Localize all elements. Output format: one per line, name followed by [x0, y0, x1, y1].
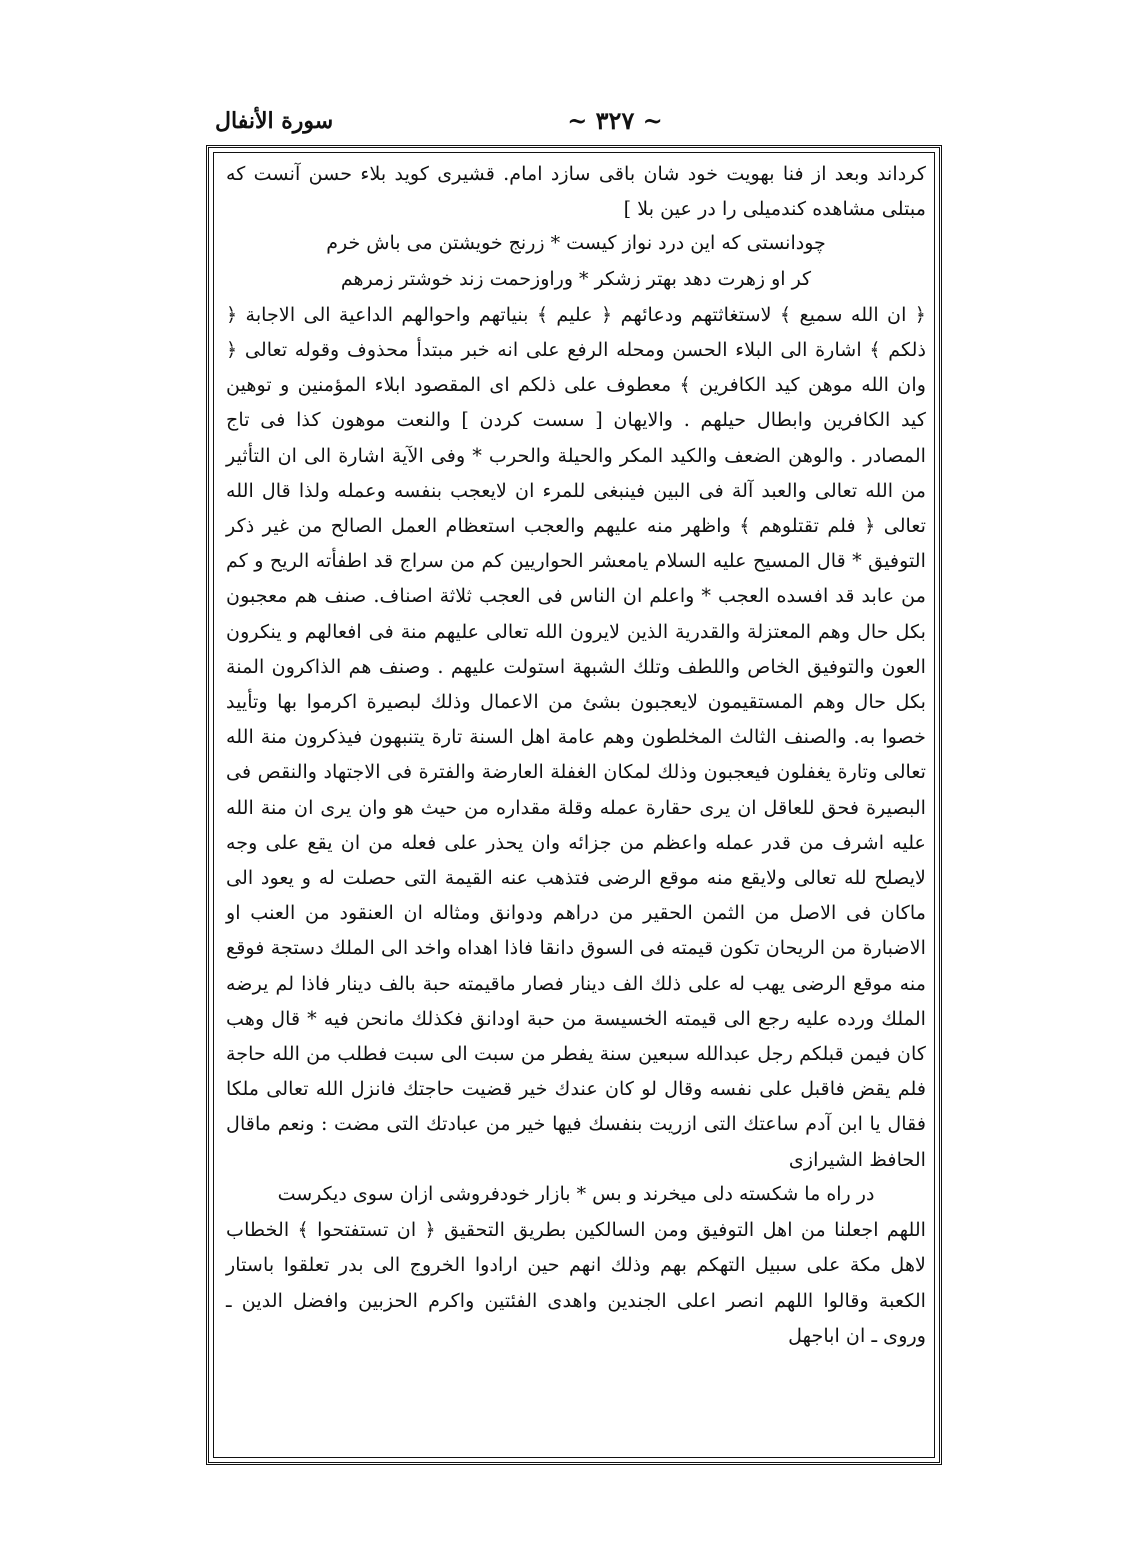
page-body — [226, 156, 926, 1353]
paragraph-1: كرداند وبعد از فنا بهويت خود شان باقى سازد امام. قشيرى كويد بلاء حسن آنست كه مبتلى مشاهده كندميلى را در عين بلا ] — [226, 162, 926, 221]
surah-title: سورة الأنفال — [215, 108, 334, 134]
persian-verse-2: كر او زهرت دهد بهتر زشكر * وراوزحمت زند خوشتر زمرهم — [340, 267, 812, 290]
persian-verse-3: در راه ما شكسته دلى ميخرند و بس * بازار خودفروشى ازان سوى ديكرست — [277, 1182, 875, 1205]
paragraph-3: اللهم اجعلنا من اهل التوفيق ومن السالكين بطريق التحقيق ﴿ ان تستفتحوا ﴾ الخطاب لاهل مكة على سبيل التهكم بهم وذلك انهم حين ارادوا الخروج الى بدر تعلقوا باستار الكعبة وقالوا اللهم انصر اعلى الجندين واهدى الفئتين واكرم الحزبين وافضل الدين ـ وروى ـ ان اباجهل — [226, 1218, 926, 1347]
page-number: ~ ٣٢٧ ~ — [567, 106, 663, 135]
page-header — [215, 104, 935, 144]
persian-verse-1: چودانستى كه اين درد نواز كيست * زرنج خويشتن مى باش خرم — [326, 232, 826, 255]
paragraph-2: ﴿ ان الله سميع ﴾ لاستغاثتهم ودعائهم ﴿ عليم ﴾ بنياتهم واحوالهم الداعية الى الاجابة ﴿ ذلكم ﴾ اشارة الى البلاء الحسن ومحله الرفع على انه خبر مبتدأ محذوف وقوله تعالى ﴿ وان الله موهن كيد الكافرين ﴾ معطوف على ذلكم اى المقصود ابلاء المؤمنين و توهين كيد الكافرين وابطال حيلهم . والايهان [ سست كردن ] والنعت موهون كذا فى تاج المصادر . والوهن الضعف والكيد المكر والحيلة والحرب * وفى الآية اشارة الى ان التأثير من الله تعالى والعبد آلة فى البين فينبغى للمرء ان لايعجب بنفسه وعمله ولذا قال الله تعالى ﴿ فلم تقتلوهم ﴾ واظهر منه عليهم والعجب استعظام العمل الصالح من غير ذكر التوفيق * قال المسيح عليه السلام يامعشر الحواريين كم من سراج قد اطفأته الريح و كم من عابد قد افسده العجب * واعلم ان الناس فى العجب ثلاثة اصناف. صنف هم معجبون بكل حال وهم المعتزلة والقدرية الذين لايرون الله تعالى عليهم منة فى افعالهم و ينكرون العون والتوفيق الخاص واللطف وتلك الشبهة استولت عليهم . وصنف هم الذاكرون المنة بكل حال وهم المستقيمون لايعجبون بشئ من الاعمال وذلك لبصيرة اكرموا بها وتأييد خصوا به. والصنف الثالث المخلطون وهم عامة اهل السنة تارة يتنبهون فيذكرون منة الله تعالى وتارة يغفلون فيعجبون وذلك لمكان الغفلة العارضة والفترة فى الاجتهاد والنقص فى البصيرة فحق للعاقل ان يرى حقارة عمله وقلة مقداره من حيث هو وان يرى ان منة الله عليه اشرف من قدر عمله واعظم من جزائه وان يحذر على فعله من ان يقع على وجه لايصلح لله تعالى ولايقع منه موقع الرضى فتذهب عنه القيمة التى حصلت له و يعود الى ماكان فى الاصل من الثمن الحقير من دراهم ودوانق ومثاله ان العنقود من العنب او الاضبارة من الريحان تكون قيمته فى السوق دانقا فاذا اهداه واخد الى الملك دستجة فوقع منه موقع الرضى يهب له على ذلك الف دينار فصار ماقيمته حبة بالف دينار فاذا لم يرضه الملك ورده عليه رجع الى قيمته الخسيسة من حبة اودانق فكذلك مانحن فيه * قال وهب كان فيمن قبلكم رجل عبدالله سبعين سنة يفطر من سبت الى سبت فطلب من الله حاجة فلم يقض فاقبل على نفسه وقال لو كان عندك خير قضيت حاجتك فانزل الله تعالى ملكا فقال يا ابن آدم ساعتك التى ازريت بنفسك فيها خير من عبادتك التى مضت : ونعم ماقال الحافظ الشيرازى — [226, 302, 926, 1171]
